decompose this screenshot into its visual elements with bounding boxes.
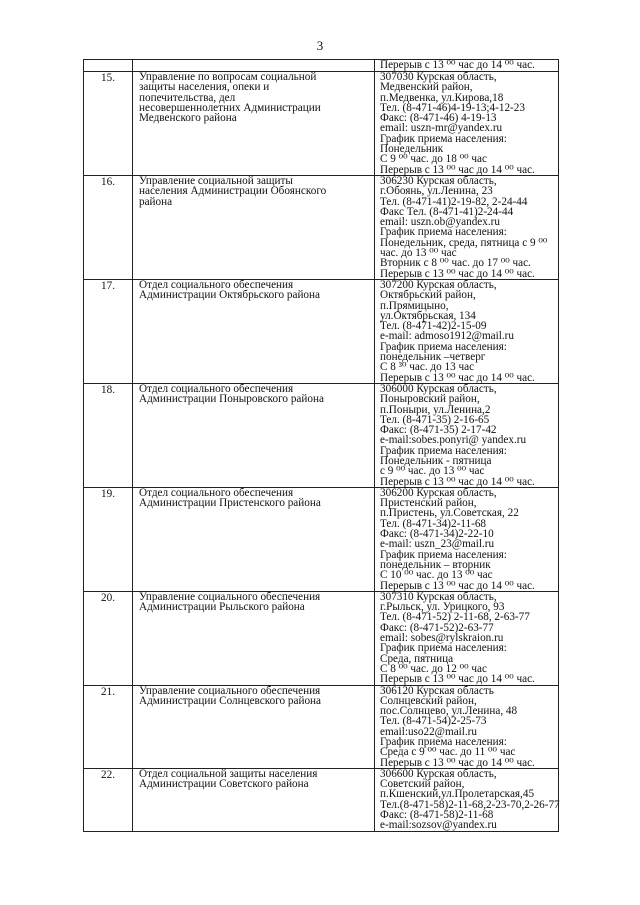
institution-name-line: Администрации Советского района (139, 778, 309, 791)
institution-name-line: Администрации Рыльского района (139, 601, 305, 614)
institution-name-line: Отдел социального обеспечения (139, 382, 294, 395)
contact-info-line: e-mail: uszn_23@mail.ru (380, 538, 495, 551)
contact-info-line: Среда, пятница (380, 652, 454, 665)
contact-info-line: e-mail:sozsov@yandex.ru (380, 819, 497, 832)
contact-info-line: г.Обоянь, ул.Ленина, 23 (380, 185, 493, 198)
contact-info-line: Факс: (8-471-58)2-11-68 (380, 809, 494, 822)
contact-info-line: График приема населения: (380, 132, 507, 145)
contact-info-line: Солнцевский район, (380, 694, 477, 707)
institution-name-line: Управление по вопросам социальной (139, 71, 317, 83)
table-row (84, 383, 559, 487)
contact-info-line: п.Медвенка, ул.Кирова,18 (380, 91, 504, 104)
contact-info-line: email: sobes@rylskraion.ru (380, 632, 504, 645)
institution-name-line: Администрации Поныровского района (139, 393, 324, 406)
contact-info-line: Перерыв с 13 ⁰⁰ час до 14 ⁰⁰ час. (380, 163, 535, 176)
contact-info-line: Перерыв с 13 ⁰⁰ час до 14 ⁰⁰ час. (380, 673, 535, 686)
contact-info-line: 306200 Курская область, (380, 486, 497, 499)
contact-info-line: Медвенский район, (380, 81, 473, 94)
contact-info-line: Среда с 9 ⁰⁰ час. до 11 ⁰⁰ час (380, 746, 516, 759)
contact-info-line: Советский район, (380, 778, 465, 791)
contact-info-line: email:uso22@mail.ru (380, 725, 477, 738)
institutions-table-body (84, 60, 559, 832)
contact-info-line: График приема населения: (380, 642, 507, 655)
contact-info-line: График приема населения: (380, 340, 507, 353)
contact-info-line: Факс: (8-471-35) 2-17-42 (380, 424, 497, 437)
contact-info-line: Факс Тел. (8-471-41)2-24-44 (380, 205, 514, 218)
contact-info-line: Октябрьский район, (380, 289, 476, 302)
contact-info-line: График приема населения: (380, 226, 507, 239)
contact-info-line: Тел. (8-471-42)2-15-09 (380, 320, 487, 333)
contact-info (375, 72, 559, 176)
contact-info-line: 306000 Курская область, (380, 382, 497, 395)
contact-info-line: Перерыв с 13 ⁰⁰ час до 14 ⁰⁰ час. (380, 371, 535, 384)
contact-info-line: Перерыв с 13 ⁰⁰ час до 14 ⁰⁰ час. (380, 475, 535, 488)
contact-info-line: Перерыв с 13 ⁰⁰ час до 14 ⁰⁰ час. (380, 579, 535, 592)
row-number: 18. (84, 383, 133, 487)
contact-info-line: 307200 Курская область, (380, 278, 497, 291)
contact-info-line: 306120 Курская область (380, 684, 494, 697)
contact-info-line: email: uszn.ob@yandex.ru (380, 216, 500, 229)
contact-info-line: 307310 Курская область, (380, 590, 497, 603)
contact-info-line: п.Пристень, ул.Советская, 22 (380, 507, 519, 520)
institution-name-line: населения Администрации Обоянского (139, 185, 327, 198)
table-row (84, 768, 559, 831)
contact-info-line: Понедельник - пятница (380, 454, 492, 467)
row-number: 21. (84, 685, 133, 768)
contact-info-line: Тел.(8-471-58)2-11-68,2-23-70,2-26-77 (380, 798, 560, 811)
institution-name (133, 685, 375, 768)
page-number: 3 (316, 38, 324, 53)
institution-name (133, 487, 375, 591)
contact-info-line: Тел. (8-471-46)4-19-13;4-12-23 (380, 101, 525, 114)
contact-info-line: С 9 ⁰⁰ час. до 18 ⁰⁰ час (380, 153, 487, 166)
contact-info-line: С 10 ⁰⁰ час. до 13 ⁰⁰ час (380, 569, 493, 582)
contact-info-line: Факс: (8-471-34)2-22-10 (380, 528, 494, 541)
contact-info-line: ул.Октябрьская, 134 (380, 309, 476, 322)
institution-name-line: Управление социального обеспечения (139, 684, 321, 697)
continued-row-text: Перерыв с 13 ⁰⁰ час до 14 ⁰⁰ час. (380, 59, 535, 71)
institution-name-line: Медвенского района (139, 112, 237, 125)
contact-info-line: Понедельник (380, 143, 444, 156)
contact-info (375, 591, 559, 685)
institution-name (133, 591, 375, 685)
contact-info-line: Перерыв с 13 ⁰⁰ час до 14 ⁰⁰ час. (380, 267, 535, 280)
contact-info-line: График приема населения: (380, 444, 507, 457)
contact-info-line: 307030 Курская область, (380, 71, 497, 83)
institutions-table (83, 59, 559, 832)
institution-name-line: Администрации Солнцевского района (139, 694, 321, 707)
institution-name-line: несовершеннолетних Администрации (139, 101, 321, 114)
table-row (84, 279, 559, 383)
institution-name-line: Отдел социальной защиты населения (139, 767, 318, 780)
contact-info (375, 175, 559, 279)
table-row (84, 175, 559, 279)
institution-name-line: Администрации Октябрьского района (139, 289, 320, 302)
contact-info-line: Пристенский район, (380, 497, 477, 510)
contact-info-line: п.Поныри, ул.Ленина,2 (380, 403, 491, 416)
contact-info (375, 685, 559, 768)
contact-info-line: e-mail:sobes.ponyri@ yandex.ru (380, 434, 527, 447)
contact-info-line: п.Прямицыно, (380, 299, 449, 312)
contact-info-line: Вторник с 8 ⁰⁰ час. до 17 ⁰⁰ час. (380, 257, 531, 270)
contact-info-line: Тел. (8-471-34)2-11-68 (380, 517, 487, 530)
contact-info (375, 279, 559, 383)
contact-info-line: Перерыв с 13 ⁰⁰ час до 14 ⁰⁰ час. (380, 756, 535, 769)
contact-info-line: Понедельник, среда, пятница с 9 ⁰⁰ (380, 236, 548, 249)
contact-info-line: Поныровский район, (380, 393, 480, 406)
contact-info-line: e-mail: admoso1912@mail.ru (380, 330, 514, 343)
contact-info-line: понедельник – вторник (380, 558, 491, 571)
contact-info-line: 306230 Курская область, (380, 174, 497, 187)
table-row (84, 487, 559, 591)
contact-info-line: понедельник –четверг (380, 351, 486, 364)
contact-info-line: с 9 ⁰⁰ час. до 13 ⁰⁰ час (380, 465, 485, 478)
institution-name (133, 175, 375, 279)
institution-name (133, 72, 375, 176)
row-number: 19. (84, 487, 133, 591)
contact-info-line: Тел. (8-471-54)2-25-73 (380, 715, 487, 728)
institution-name-line: защиты населения, опеки и (139, 81, 270, 94)
institution-name (133, 768, 375, 831)
continued-row-name (133, 60, 375, 72)
continued-row-num (84, 60, 133, 72)
institution-name (133, 383, 375, 487)
continued-row (84, 60, 559, 72)
row-number: 17. (84, 279, 133, 383)
row-number: 15. (84, 72, 133, 176)
institution-name (133, 279, 375, 383)
institution-name-line: Управление социальной защиты (139, 174, 293, 187)
institution-name-line: Администрации Пристенского района (139, 497, 321, 510)
continued-row-info (375, 60, 559, 72)
contact-info-line: пос.Солнцево, ул.Ленина, 48 (380, 705, 518, 718)
contact-info (375, 383, 559, 487)
table-row (84, 591, 559, 685)
contact-info-line: г.Рыльск, ул. Урицкого, 93 (380, 601, 505, 614)
contact-info (375, 487, 559, 591)
contact-info-line: час. до 13 ⁰⁰ час (380, 247, 457, 260)
contact-info-line: С 8 ³⁰ час. до 13 час (380, 361, 475, 374)
contact-info-line: п.Кшенский,ул.Пролетарская,45 (380, 788, 535, 801)
table-row (84, 72, 559, 176)
row-number: 22. (84, 768, 133, 831)
contact-info-line: С 8 ⁰⁰ час. до 12 ⁰⁰ час (380, 662, 487, 675)
row-number: 20. (84, 591, 133, 685)
contact-info-line: Тел. (8-471-35) 2-16-65 (380, 413, 490, 426)
contact-info (375, 768, 559, 831)
institution-name-line: Управление социального обеспечения (139, 590, 321, 603)
table-row (84, 685, 559, 768)
contact-info-line: График приема населения: (380, 736, 507, 748)
institution-name-line: района (139, 195, 173, 208)
contact-info-line: email: uszn-mr@yandex.ru (380, 122, 503, 135)
institution-name-line: Отдел социального обеспечения (139, 278, 294, 291)
contact-info-line: Тел. (8-471-41)2-19-82, 2-24-44 (380, 195, 528, 208)
contact-info-line: Факс: (8-471-52)2-63-77 (380, 621, 494, 634)
institution-name-line: попечительства, дел (139, 91, 236, 104)
contact-info-line: Факс: (8-471-46) 4-19-13 (380, 112, 497, 125)
contact-info-line: Тел. (8-471-52) 2-11-68, 2-63-77 (380, 611, 530, 624)
contact-info-line: График приема населения: (380, 548, 507, 561)
row-number: 16. (84, 175, 133, 279)
contact-info-line: 306600 Курская область, (380, 767, 497, 780)
institution-name-line: Отдел социального обеспечения (139, 486, 294, 499)
